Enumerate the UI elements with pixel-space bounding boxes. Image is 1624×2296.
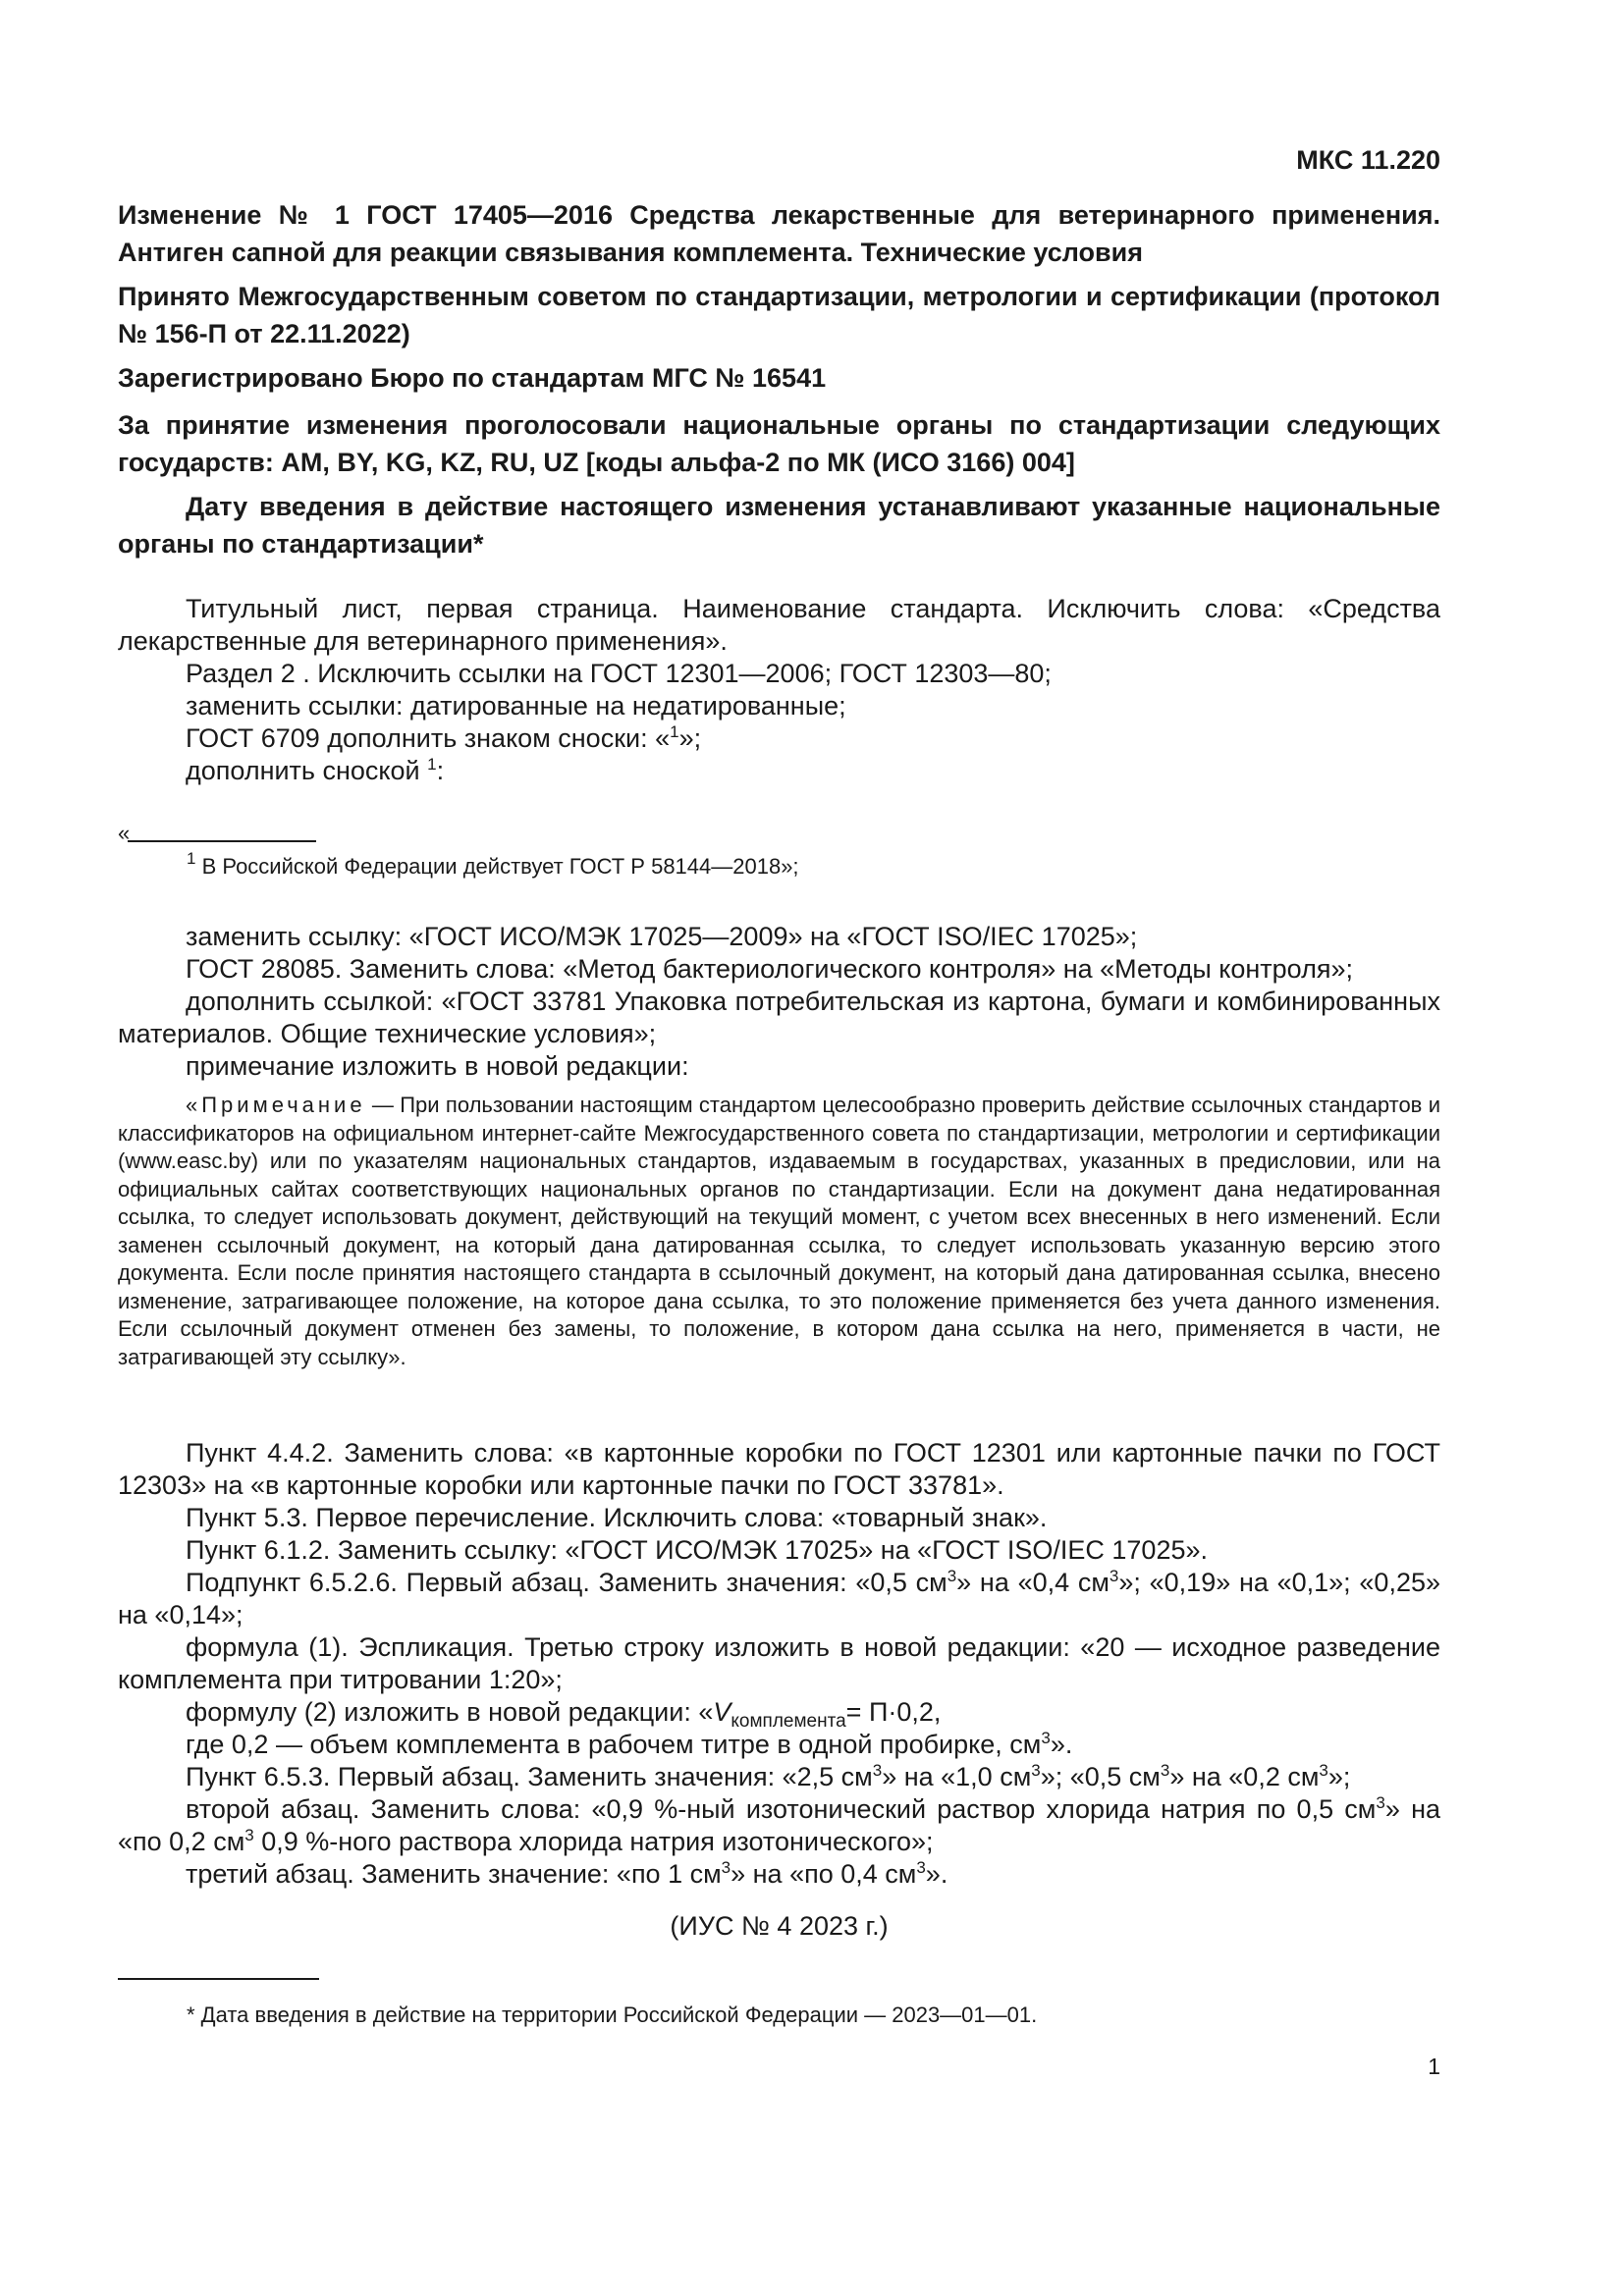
registered-statement: Зарегистрировано Бюро по стандартам МГС № 16541 — [118, 363, 827, 393]
footnote-open-quote: « — [118, 821, 131, 845]
add-ref-amendment: дополнить ссылкой: «ГОСТ 33781 Упаковка потребительская из картона, бумаги и комбинированных материалов. Общие технические условия»; — [118, 987, 1440, 1048]
formula1-amendment: формула (1). Эспликация. Третью строку изложить в новой редакции: «20 — исходное разведение комплемента при титровании 1:20»; — [118, 1632, 1440, 1694]
ius-reference: (ИУС № 4 2023 г.) — [670, 1911, 889, 1941]
amendments-block-2 — [118, 921, 1440, 1083]
third-paragraph-amendment: третий абзац. Заменить значение: «по 1 $см^3$» на «по 0,4 $см^3$». — [186, 1858, 948, 1889]
mks-code: МКС 11.220 — [1296, 145, 1440, 175]
footnote-1: $^1$ В Российской Федерации действует ГОСТ Р 58144—2018»; — [187, 849, 799, 879]
effective-date-statement: Дату введения в действие настоящего изменения устанавливают указанные национальные органы по стандартизации* — [118, 492, 1440, 559]
note-text: «Примечание — При пользовании настоящим стандартом целесообразно проверить действие ссылочных стандартов и классификаторов на официальном интернет-сайте Межгосударственного совета по стандартизации, метрологии и сертификации (www.easc.by) или по указателям национальных стандартов, издаваемым в государствах, указанных в предисловии, или на официальных сайтах соответствующих национальных органов по стандартизации. Если на документ дана недатированная ссылка, то следует использовать документ, действующий на текущий момент, с учетом всех внесенных в него изменений. Если заменен ссылочный документ, на который дана датированная ссылка, то следует использовать указанную версию этого документа. Если после принятия настоящего стандарта в ссылочный документ, на который дана датированная ссылка, внесено изменение, затрагивающее положение, на которое дана ссылка, то это положение применяется без учета данного изменения. Если ссылочный документ отменен без замены, то положение, в котором дана ссылка на него, применяется в части, не затрагивающей эту ссылку». — [118, 1093, 1440, 1369]
change-title: Изменение № 1 ГОСТ 17405—2016 Средства лекарственные для ветеринарного применения. Антиген сапной для реакции связывания комплемента. Технические условия — [118, 200, 1440, 267]
gost6709-amendment: ГОСТ 6709 дополнить знаком сноски: «$^1$»; — [186, 722, 702, 753]
p612-amendment: Пункт 6.1.2. Заменить ссылку: «ГОСТ ИСО/МЭК 17025» на «ГОСТ ISO/IEC 17025». — [186, 1535, 1208, 1565]
second-paragraph-amendment: второй абзац. Заменить слова: «0,9 %-ный изотонический раствор хлорида натрия по 0,5 $см^3$» на «по 0,2 $см^3$ 0,9 %-ного раствора хлорида натрия изотонического»; — [118, 1793, 1440, 1856]
add-footnote-amendment: дополнить сноской $^1$: — [186, 755, 445, 785]
p653-amendment: Пункт 6.5.3. Первый абзац. Заменить значения: «2,5 $см^3$» на «1,0 $см^3$»; «0,5 $см^3$» на «0,2 $см^3$»; — [186, 1761, 1351, 1791]
voted-statement: За принятие изменения проголосовали национальные органы по стандартизации следующих государств: AM, BY, KG, KZ, RU, UZ [коды альфа-2 по МК (ИСО 3166) 004] — [118, 410, 1440, 477]
amendments-block-3 — [118, 1437, 1440, 1891]
p442-amendment: Пункт 4.4.2. Заменить слова: «в картонные коробки по ГОСТ 12301 или картонные пачки по ГОСТ 12303» на «в картонные коробки или картонные пачки по ГОСТ 33781». — [118, 1438, 1440, 1500]
note-new-edition: примечание изложить в новой редакции: — [186, 1051, 689, 1081]
footnote-line — [128, 840, 316, 842]
formula2-where: где 0,2 — объем комплемента в рабочем титре в одной пробирке, $см^3$». — [186, 1729, 1073, 1759]
replace-iso-amendment: заменить ссылку: «ГОСТ ИСО/МЭК 17025—2009» на «ГОСТ ISO/IEC 17025»; — [186, 922, 1138, 951]
section2-amendment: Раздел 2 . Исключить ссылки на ГОСТ 12301—2006; ГОСТ 12303—80; — [186, 659, 1052, 688]
gost28085-amendment: ГОСТ 28085. Заменить слова: «Метод бактериологического контроля» на «Методы контроля»; — [186, 954, 1353, 984]
page-number: 1 — [1428, 2054, 1440, 2079]
note-label: «Примечание — [186, 1093, 366, 1117]
bottom-footnote-rule — [118, 1978, 319, 1980]
footnote-star: * Дата введения в действие на территории Российской Федерации — 2023—01—01. — [187, 2002, 1038, 2027]
replace-refs-amendment: заменить ссылки: датированные на недатированные; — [186, 691, 846, 721]
p6526-amendment: Подпункт 6.5.2.6. Первый абзац. Заменить значения: «0,5 $см^3$» на «0,4 $см^3$»; «0,19» на «0,1»; «0,25» на «0,14»; — [118, 1567, 1441, 1629]
amendments-block-1 — [118, 593, 1440, 787]
formula2-amendment: формулу (2) изложить в новой редакции: «$V_{комплемента}= П\cdot 0,2$, — [186, 1697, 942, 1732]
p53-amendment: Пункт 5.3. Первое перечисление. Исключить слова: «товарный знак». — [186, 1503, 1048, 1532]
adopted-statement: Принято Межгосударственным советом по стандартизации, метрологии и сертификации (протокол № 156-П от 22.11.2022) — [118, 282, 1440, 348]
title-page-amendment: Титульный лист, первая страница. Наименование стандарта. Исключить слова: «Средства лекарственные для ветеринарного применения». — [118, 594, 1440, 656]
